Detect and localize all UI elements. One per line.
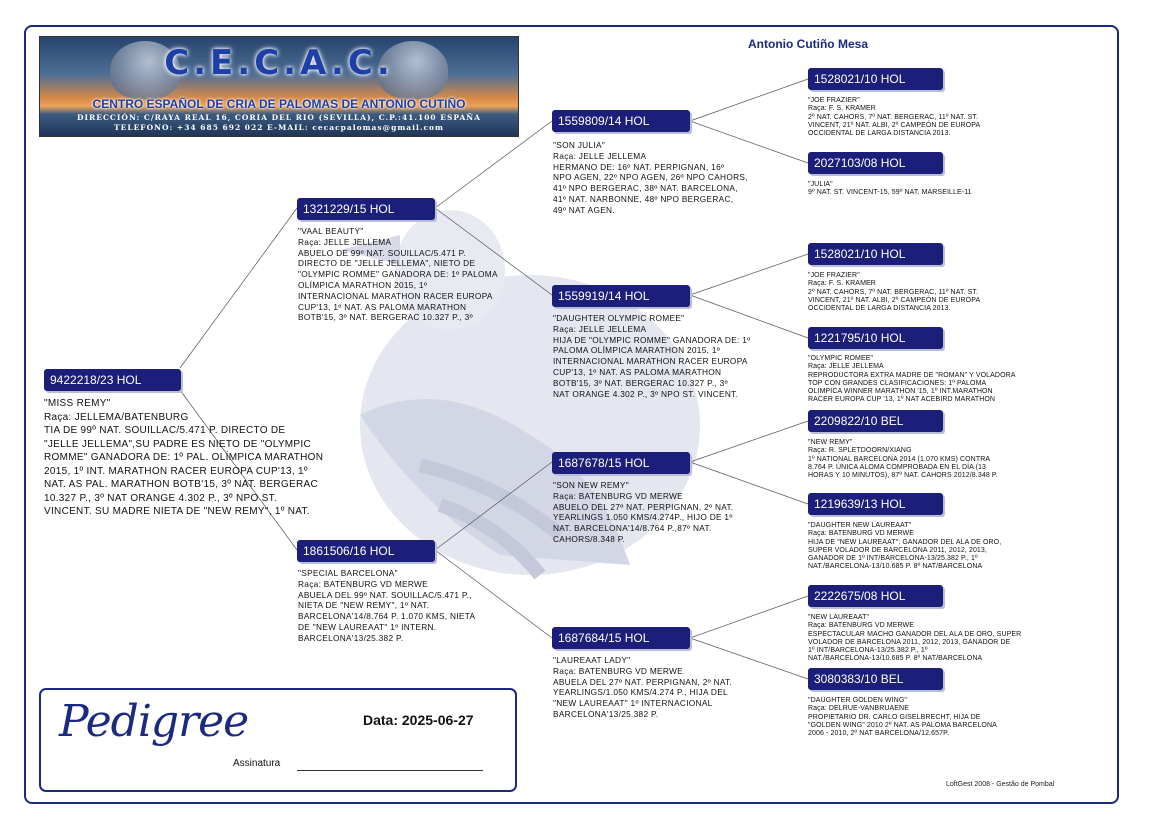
print-date: Data: 2025-06-27 (363, 712, 474, 728)
banner-address: DIRECCIÓN: C/RAYA REAL 16, CORIA DEL RIO (SEVILLA), C.P.:41.100 ESPAÑA (77, 113, 481, 122)
pigeon-ring-dds[interactable]: 2222675/08 HOL (808, 585, 943, 607)
pigeon-ring-sd[interactable]: 1559919/14 HOL (552, 285, 690, 307)
pigeon-info-dss: "NEW REMY" Raça: R. SPLETDOORN/XIANG 1º NATIONAL BARCELONA 2014 (1.070 KMS) CONTRA 8.764 P. ÚNICA ALOMA COMPROBADA EN EL DÍA (13 HORAS Y 10 MINUTOS), 87º NAT. CAHORS 2012/8.348 P. (808, 439, 998, 480)
pigeon-ring-ss[interactable]: 1559809/14 HOL (552, 110, 690, 132)
pigeon-ring-sds[interactable]: 1528021/10 HOL (808, 243, 943, 265)
banner-subtitle: CENTRO ESPAÑOL DE CRIA DE PALOMAS DE ANTONIO CUTIÑO (92, 97, 466, 111)
pigeon-info-sss: "JOE FRAZIER" Raça: F. S. KRAMER 2º NAT. CAHORS, 7º NAT. BERGERAC, 11º NAT. ST. VINCENT, 21º NAT. ALBI, 2º CAMPEÓN DE EUROPA OCCIDENTAL DE LARGA DISTANCIA 2013. (808, 97, 981, 138)
banner-title: C.E.C.A.C. (164, 43, 394, 83)
pigeon-info-sd: "DAUGHTER OLYMPIC ROMEE" Raça: JELLE JELLEMA HIJA DE "OLYMPIC ROMME" GANADORA DE: 1º PALOMA OLÍMPICA MARATHON 2015, 1º INTERNACIONAL MARATHON RACER EUROPA CUP'13, 1º NAT. AS PALOMA MARATHON BOTB'15, 3º NAT. BERGERAC 10.327 P., 3º NAT ORANGE 4.302 P., 3º NPO ST. VINCENT. (553, 313, 751, 399)
pigeon-ring-dsd[interactable]: 1219639/13 HOL (808, 493, 943, 515)
pigeon-info-dam: "SPECIAL BARCELONA" Raça: BATENBURG VD MERWE ABUELA DEL 99º NAT. SOUILLAC/5.471 P., NIETA DE "NEW REMY", 1º NAT. BARCELONA'14/8.764 P. 1.070 KMS, NIETA DE "NEW LAUREAAT" 1º INTERN. BARCELONA'13/25.382 P. (298, 568, 476, 643)
pigeon-info-ds: "SON NEW REMY" Raça: BATENBURG VD MERWE ABUELO DEL 27º NAT. PERPIGNAN, 2º NAT. YEARLINGS 1.050 KMS/4.274P., HIJO DE 1º NAT. BARCELONA'14/8.764 P.,87º NAT. CAHORS/8.348 P. (553, 480, 734, 544)
pigeon-info-ss: "SON JULIA" Raça: JELLE JELLEMA HERMANO DE: 16º NAT. PERPIGNAN, 16º NPO AGEN, 22º NPO AGEN, 26º NPO CAHORS, 41º NPO BERGERAC, 38º NAT. BARCELONA, 41º NAT. NARBONNE, 48º NPO BERGERAC, 49º NAT AGEN. (553, 140, 748, 215)
pigeon-ring-ds[interactable]: 1687678/15 HOL (552, 452, 690, 474)
pigeon-ring-sire[interactable]: 1321229/15 HOL (297, 198, 435, 220)
signature-label: Assinatura (233, 758, 281, 769)
owner-name: Antonio Cutiño Mesa (748, 37, 868, 51)
pigeon-info-dds: "NEW LAUREAAT" Raça: BATENBURG VD MERWE ESPECTACULAR MACHO GANADOR DEL ALA DE ORO, SUPER VOLADOR DE BARCELONA 2011, 2012, 2013, GANADOR DE 1º INT/BARCELONA-13/25.382 P., 1º NAT./BARCELONA-13/10.685 P. 8º NAT/BARCELONA (808, 614, 1022, 663)
pigeon-ring-dam[interactable]: 1861506/16 HOL (297, 540, 435, 562)
banner-contact: TELEFONO: +34 685 692 022 E-MAIL: cecacpalomas@gmail.com (114, 123, 444, 132)
pigeon-info-dd: "LAUREAAT LADY" Raça: BATENBURG VD MERWE ABUELA DEL 27º NAT. PERPIGNAN, 2º NAT. YEARLINGS/1.050 KMS/4.274 P., HIJA DEL "NEW LAUREAAT" 1º INTERNACIONAL BARCELONA'13/25.382 P. (553, 655, 733, 719)
pigeon-ring-dss[interactable]: 2209822/10 BEL (808, 410, 943, 432)
pedigree-signature-box (39, 688, 517, 792)
pigeon-ring-ddd[interactable]: 3080383/10 BEL (808, 668, 943, 690)
pigeon-ring-main[interactable]: 9422218/23 HOL (44, 369, 181, 391)
pedigree-logo: Pedigree (59, 696, 249, 747)
pigeon-ring-ssd[interactable]: 2027103/08 HOL (808, 152, 943, 174)
pigeon-info-main: "MISS REMY" Raça: JELLEMA/BATENBURG TIA DE 99º NAT. SOUILLAC/5.471 P. DIRECTO DE "JELLE JELLEMA",SU PADRE ES NIETO DE "OLYMPIC ROMME" GANADORA DE: 1º PAL. OLÍMPICA MARATHON 2015, 1º INT. MARATHON RACER EUROPA CUP'13, 1º NAT. AS PAL. MARATHON BOTB'15, 3º NAT. BERGERAC 10.327 P., 3º NAT ORANGE 4.302 P., 3º NPO ST. VINCENT. SU MADRE NIETA DE "NEW REMY", 1º NAT. (44, 398, 324, 517)
pigeon-info-dsd: "DAUGHTER NEW LAUREAAT" Raça: BATENBURG VD MERWE HIJA DE "NEW LAUREAAT": GANADOR DEL ALA DE ORO, SUPER VOLADOR DE BARCELONA 2011, 2012, 2013, GANADOR DE 1º INT/BARCELONA-13/25.382 P., 1º NAT./BARCELONA-13/10.685 P. 8º NAT/BARCELONA (808, 522, 1002, 571)
pigeon-info-sds: "JOE FRAZIER" Raça: F. S. KRAMER 2º NAT. CAHORS, 7º NAT. BERGERAC, 11º NAT. ST. VINCENT, 21º NAT. ALBI, 2º CAMPEÓN DE EUROPA OCCIDENTAL DE LARGA DISTANCIA 2013. (808, 272, 981, 313)
pigeon-info-ssd: "JULIA" 9º NAT. ST. VINCENT-15, 59º NAT. MARSEILLE-11 (808, 181, 972, 197)
software-credit: LoftGest 2008 - Gestão de Pombal (946, 781, 1055, 788)
pigeon-info-sire: "VAAL BEAUTY" Raça: JELLE JELLEMA ABUELO DE 99º NAT. SOUILLAC/5.471 P. DIRECTO DE "JELLE JELLEMA", NIETO DE "OLYMPIC ROMME" GANADORA DE: 1º PALOMA OLÍMPICA MARATHON 2015, 1º INTERNACIONAL MARATHON RACER EUROPA CUP'13, 1º NAT. AS PALOMA MARATHON BOTB'15, 3º NAT. BERGERAC 10.327 P., 3º (298, 226, 498, 323)
pigeon-ring-sss[interactable]: 1528021/10 HOL (808, 68, 943, 90)
signature-line (297, 770, 483, 771)
pigeon-info-ddd: "DAUGHTER GOLDEN WING" Raça: DELRUE-VANBRUAENE PROPIETARIO DR. CARLO GISELBRECHT, HIJA DE "GOLDEN WING" 2010 2º NAT. AS PALOMA BARCELONA 2006 - 2010, 2º NAT BARCELONA/12.657P. (808, 697, 997, 738)
pigeon-info-sdd: "OLYMPIC ROMEE" Raça: JELLE JELLEMA REPRODUCTORA EXTRA MADRE DE "ROMAN" Y VOLADORA TOP CON GRANDES CLASIFICACIONES: 1º PALOMA OLIMPICA WINNER MARATHON '15, 1º INT.MARATHON RACER EUROPA CUP '13, 1º NAT ACEBIRD MARATHON (808, 355, 1016, 404)
pigeon-ring-dd[interactable]: 1687684/15 HOL (552, 627, 690, 649)
pigeon-ring-sdd[interactable]: 1221795/10 HOL (808, 327, 943, 349)
